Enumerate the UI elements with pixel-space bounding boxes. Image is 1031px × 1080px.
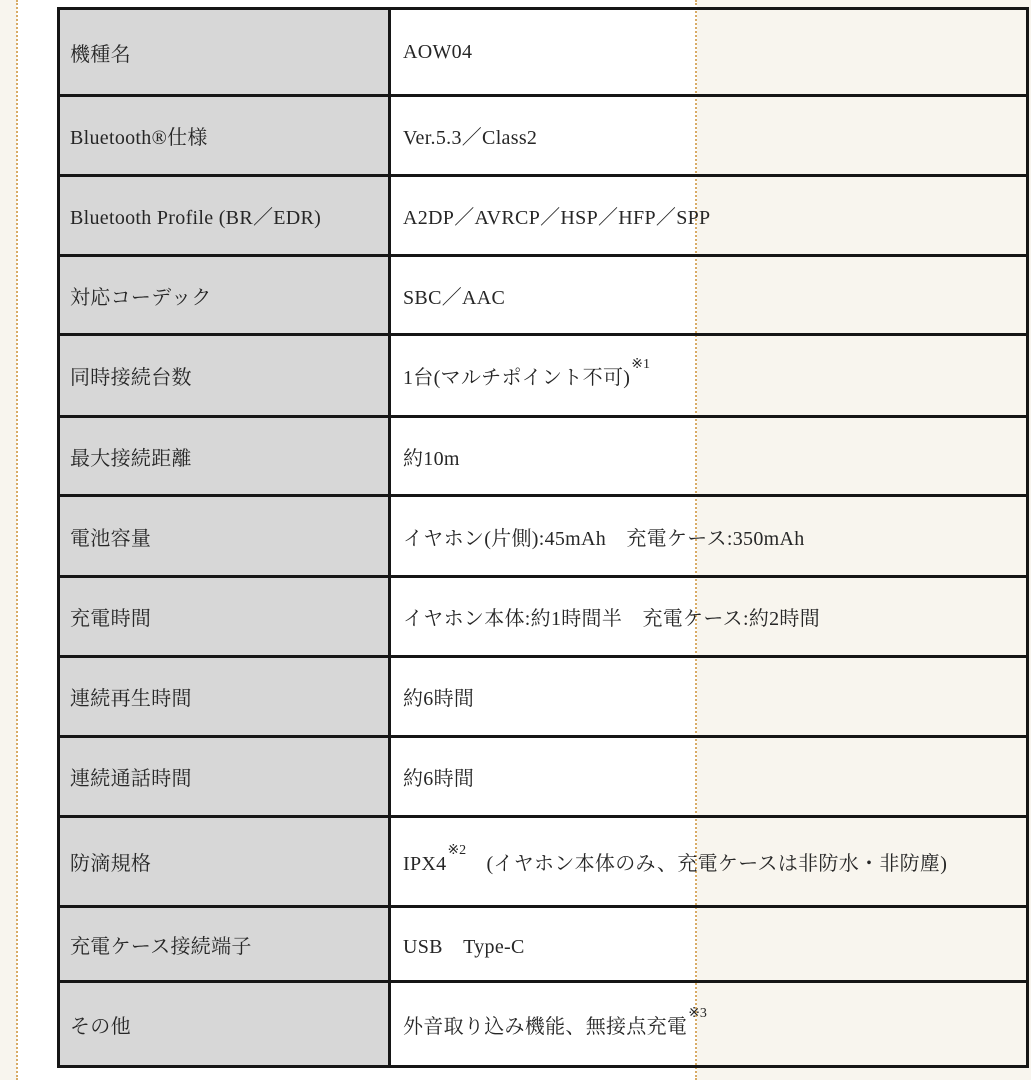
spec-value-cell [390, 817, 1028, 907]
spec-label-cell [59, 737, 390, 817]
spec-value: 約10m [403, 447, 460, 470]
spec-value-cell [390, 335, 1028, 417]
spec-value: USB Type-C [403, 935, 525, 958]
row-bluetooth-profile [59, 176, 1028, 256]
spec-value: イヤホン本体:約1時間半 充電ケース:約2時間 [403, 608, 821, 630]
spec-value-cell [390, 417, 1028, 496]
spec-value: SBC／AAC [403, 286, 506, 309]
spec-value-cell [390, 96, 1028, 176]
spec-value: IPX4 [403, 853, 447, 875]
row-other-features [59, 982, 1028, 1067]
spec-label-cell [59, 907, 390, 982]
spec-label: 最大接続距離 [70, 447, 192, 470]
spec-value-suffix: (イヤホン本体のみ、充電ケースは非防水・非防塵) [466, 853, 948, 875]
spec-value-cell [390, 982, 1028, 1067]
spec-label-cell [59, 335, 390, 417]
spec-table [57, 7, 1029, 1068]
row-max-range [59, 417, 1028, 496]
spec-label: Bluetooth Profile (BR／EDR) [70, 207, 322, 229]
spec-value-cell [390, 577, 1028, 657]
spec-label: 連続通話時間 [70, 768, 192, 790]
row-charge-time [59, 577, 1028, 657]
footnote-marker: ※2 [447, 843, 467, 859]
footnote-marker: ※3 [688, 1005, 707, 1021]
spec-value: 約6時間 [403, 768, 475, 790]
spec-label-cell [59, 817, 390, 907]
spec-label: 電池容量 [70, 527, 152, 550]
row-battery-capacity [59, 496, 1028, 577]
spec-value: 1台(マルチポイント不可) [403, 367, 631, 389]
spec-label: 機種名 [70, 43, 131, 66]
spec-value-cell [390, 657, 1028, 737]
spec-label-cell [59, 577, 390, 657]
spec-value: Ver.5.3／Class2 [403, 127, 538, 149]
row-talk-time [59, 737, 1028, 817]
spec-label-cell [59, 256, 390, 335]
spec-label: Bluetooth®仕様 [70, 127, 208, 149]
page-margin-guide-left [16, 0, 18, 1080]
spec-label: 充電ケース接続端子 [70, 935, 252, 958]
spec-label-cell [59, 176, 390, 256]
spec-value-cell [390, 907, 1028, 982]
spec-label-cell [59, 982, 390, 1067]
spec-label: 連続再生時間 [70, 688, 192, 710]
spec-label: 充電時間 [70, 608, 152, 630]
spec-value-cell [390, 176, 1028, 256]
spec-label-cell [59, 496, 390, 577]
row-model-name [59, 9, 1028, 96]
spec-value-cell [390, 256, 1028, 335]
row-playback-time [59, 657, 1028, 737]
row-water-resistance [59, 817, 1028, 907]
spec-label-cell [59, 96, 390, 176]
spec-label: 対応コーデック [70, 286, 212, 309]
row-simultaneous-connections [59, 335, 1028, 417]
spec-value: 約6時間 [403, 688, 475, 710]
footnote-marker: ※1 [631, 357, 650, 373]
spec-value-cell [390, 496, 1028, 577]
row-bluetooth-spec [59, 96, 1028, 176]
spec-value: A2DP／AVRCP／HSP／HFP／SPP [403, 207, 711, 229]
spec-label-cell [59, 417, 390, 496]
spec-label-cell [59, 9, 390, 96]
spec-label: 防滴規格 [70, 853, 152, 875]
spec-label: その他 [70, 1015, 131, 1038]
spec-value: イヤホン(片側):45mAh 充電ケース:350mAh [403, 527, 805, 550]
spec-table-body [59, 9, 1028, 1067]
spec-label: 同時接続台数 [70, 367, 192, 389]
spec-value-cell [390, 9, 1028, 96]
spec-label-cell [59, 657, 390, 737]
spec-value: AOW04 [403, 40, 473, 63]
spec-value: 外音取り込み機能、無接点充電 [403, 1015, 688, 1038]
row-charging-port [59, 907, 1028, 982]
spec-value-cell [390, 737, 1028, 817]
row-codec [59, 256, 1028, 335]
